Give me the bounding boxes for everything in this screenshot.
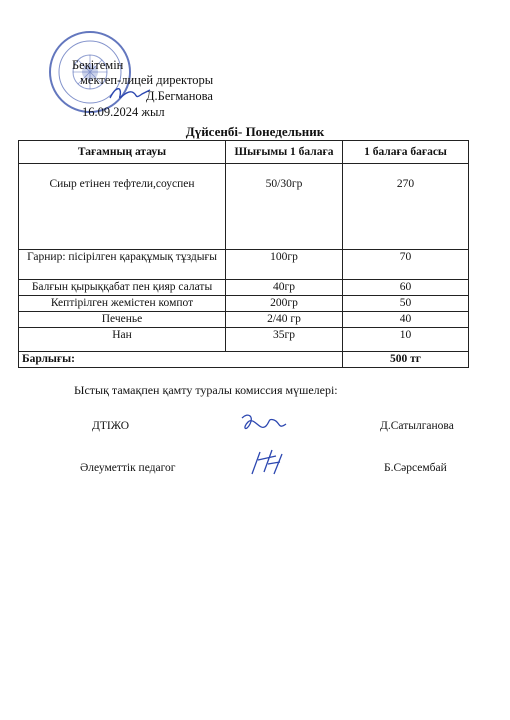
dish-portion: 40гр	[226, 280, 343, 296]
dish-price: 10	[343, 328, 469, 352]
dish-name: Балғын қырыққабат пен қияр салаты	[19, 280, 226, 296]
column-header-price: 1 балаға бағасы	[343, 141, 469, 164]
commission-member-name: Б.Сәрсембай	[384, 462, 447, 474]
table-row	[19, 164, 469, 250]
dish-portion: 100гр	[226, 250, 343, 280]
approval-director-name: Д.Бегманова	[146, 89, 213, 103]
dish-name: Нан	[19, 328, 226, 352]
approval-date: 16.09.2024 жыл	[82, 105, 165, 119]
total-label: Барлығы:	[19, 352, 343, 368]
table-row	[19, 312, 469, 328]
dish-price: 60	[343, 280, 469, 296]
member-signature	[238, 410, 290, 440]
menu-day-title: Дүйсенбі- Понедельник	[185, 124, 325, 139]
dish-price: 70	[343, 250, 469, 280]
commission-member-name: Д.Сатылганова	[380, 420, 454, 432]
menu-table	[18, 140, 469, 368]
table-row	[19, 250, 469, 280]
dish-price: 50	[343, 296, 469, 312]
dish-name: Печенье	[19, 312, 226, 328]
dish-price: 270	[343, 164, 469, 250]
approval-line-2: мектеп-лицей директоры	[80, 73, 214, 87]
table-header-row	[19, 141, 469, 164]
dish-portion: 35гр	[226, 328, 343, 352]
dish-name: Сиыр етінен тефтели,соуспен	[19, 164, 226, 250]
commission-member-role: Әлеуметтік педагог	[80, 462, 176, 474]
member-signature	[246, 446, 286, 480]
commission-heading: Ыстық тамақпен қамту туралы комиссия мүшелері:	[74, 383, 338, 397]
dish-portion: 50/30гр	[226, 164, 343, 250]
commission-member-role: ДТІЖО	[92, 420, 130, 432]
column-header-dish: Тағамның атауы	[19, 141, 226, 164]
total-value: 500 тг	[343, 352, 469, 368]
table-row	[19, 296, 469, 312]
table-row	[19, 328, 469, 352]
dish-name: Кептірілген жемістен компот	[19, 296, 226, 312]
dish-portion: 200гр	[226, 296, 343, 312]
director-signature	[108, 82, 152, 104]
table-total-row	[19, 352, 469, 368]
dish-portion: 2/40 гр	[226, 312, 343, 328]
column-header-portion: Шығымы 1 балаға	[226, 141, 343, 164]
dish-name: Гарнир: пісірілген қарақұмық тұздығы	[19, 250, 226, 280]
table-row	[19, 280, 469, 296]
approval-line-1: Бекітемін	[72, 58, 124, 72]
dish-price: 40	[343, 312, 469, 328]
